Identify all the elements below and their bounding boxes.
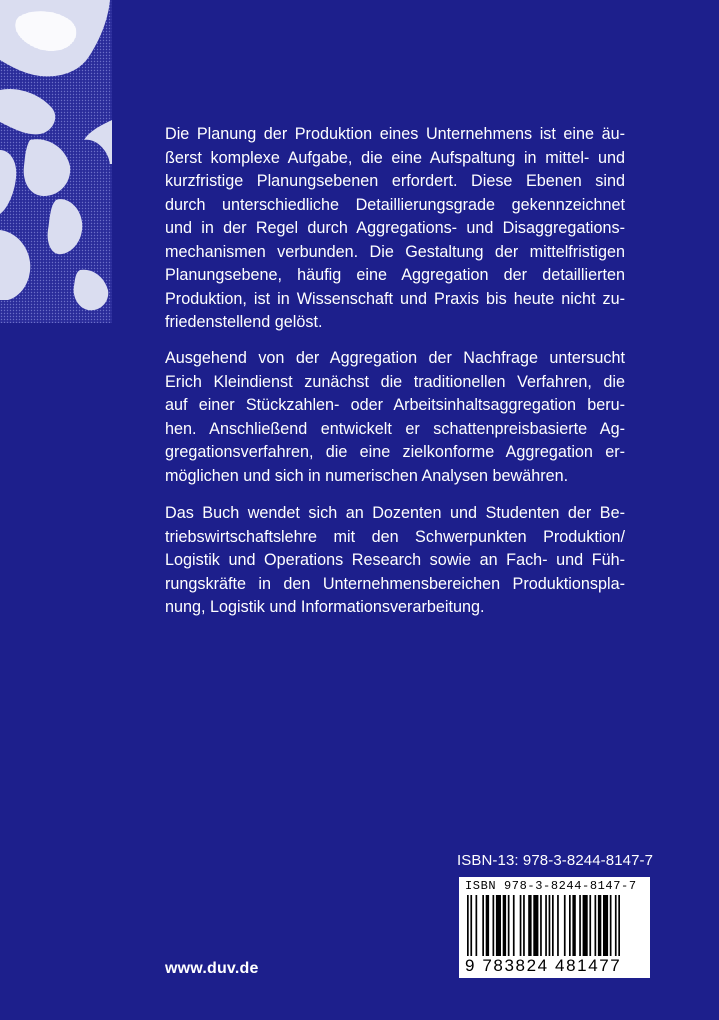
paragraph-line: rungskräfte in den Unternehmensbereichen Produktionspla- [165, 574, 625, 593]
barcode-digits: 9 783824 481477 [465, 956, 622, 975]
paragraph-line: Planungsebene, häufig eine Aggregation der detaillierten [165, 266, 625, 284]
paragraph-line: gregationsverfahren, die eine zielkonforme Aggregation er- [165, 443, 625, 461]
paragraph-line: Logistik und Operations Research sowie an Fach- und Füh- [165, 551, 625, 569]
paragraph-line: durch unterschiedliche Detaillierungsgrade gekennzeichnet [165, 195, 625, 214]
paragraph-line: Produktion, ist in Wissenschaft und Praxis bis heute nicht zu- [165, 289, 625, 308]
paragraph-line: mechanismen verbunden. Die Gestaltung der mittelfristigen [165, 242, 625, 261]
paragraph-line: Ausgehend von der Aggregation der Nachfrage untersucht [165, 349, 625, 367]
paragraph-line: friedenstellend gelöst. [165, 313, 323, 331]
description-paragraph-2 [165, 347, 625, 488]
paragraph-line: Das Buch wendet sich an Dozenten und Studenten der Be- [165, 504, 625, 522]
paragraph-line: und in der Regel durch Aggregations- und Disaggregations- [165, 219, 625, 237]
paragraph-line: triebswirtschaftslehre mit den Schwerpunkten Produktion/ [165, 527, 625, 546]
description-paragraph-3 [165, 502, 625, 620]
barcode-top-text: ISBN 978-3-8244-8147-7 [465, 879, 637, 893]
paragraph-line: Erich Kleindienst zunächst die traditionellen Verfahren, die [165, 372, 625, 391]
paragraph-line: auf einer Stückzahlen- oder Arbeitsinhaltsaggregation beru- [165, 396, 625, 414]
globe-image [0, 0, 112, 323]
isbn-label: ISBN-13: 978-3-8244-8147-7 [457, 852, 654, 869]
paragraph-line: ßerst komplexe Aufgabe, die eine Aufspaltung in mittel- und [165, 148, 625, 167]
paragraph-line: Die Planung der Produktion eines Unternehmens ist eine äu- [165, 125, 625, 143]
paragraph-line: nung, Logistik und Informationsverarbeitung. [165, 598, 485, 616]
description-paragraph-1 [165, 123, 625, 335]
isbn-barcode [459, 877, 650, 978]
paragraph-line: möglichen und sich in numerischen Analysen bewähren. [165, 466, 569, 485]
publisher-website-link[interactable]: www.duv.de [165, 960, 259, 977]
paragraph-line: hen. Anschließend entwickelt er schattenpreisbasierte Ag- [165, 419, 625, 438]
paragraph-line: kurzfristige Planungsebenen erfordert. Diese Ebenen sind [165, 172, 625, 190]
